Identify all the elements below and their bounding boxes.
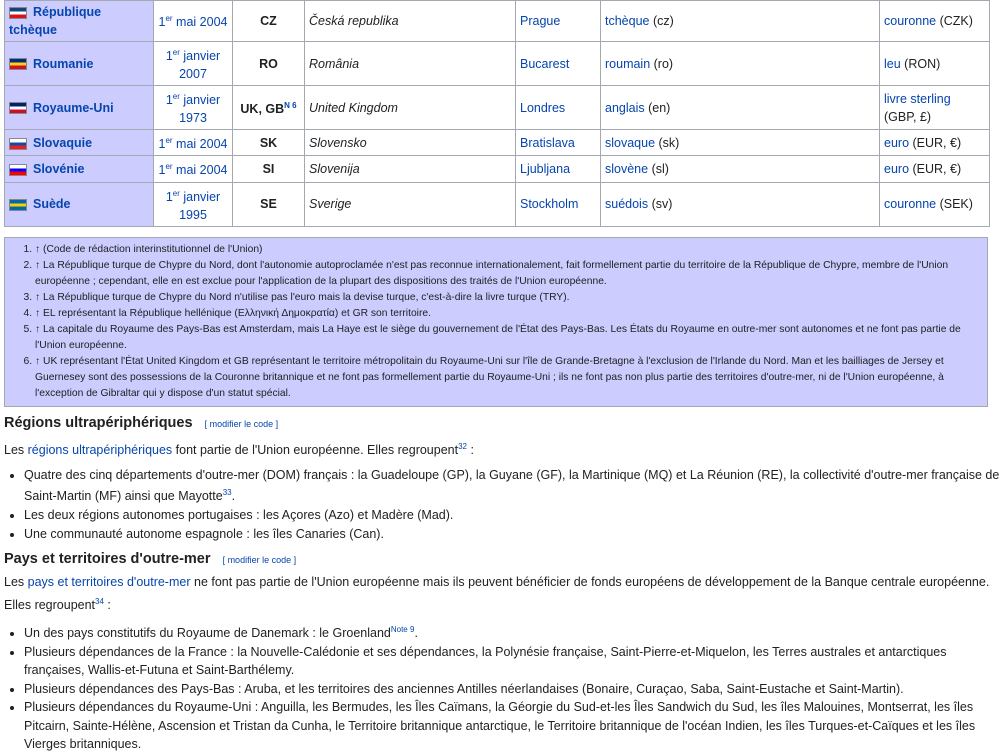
currency-code: (RON) xyxy=(900,56,941,71)
language-code: (sl) xyxy=(648,162,669,177)
accession-date-cell xyxy=(154,182,233,226)
accession-date-cell xyxy=(154,130,233,156)
accession-date-cell xyxy=(154,42,233,86)
overseas-list xyxy=(0,621,1000,754)
list-item: • Une communauté autonome espagnole : les îles Canaries (Can). xyxy=(24,525,1000,544)
capital-link[interactable]: Bucarest xyxy=(520,56,570,71)
intro-text: Les xyxy=(4,442,28,457)
language-link[interactable]: anglais xyxy=(605,100,645,115)
notes-list xyxy=(5,242,987,402)
language-code: (en) xyxy=(644,100,671,115)
reference-link[interactable]: Note 9 xyxy=(390,625,415,635)
language-cell xyxy=(601,182,880,226)
date-day[interactable]: 1 xyxy=(158,15,166,30)
date-day[interactable]: 1 xyxy=(165,189,173,204)
language-link[interactable]: roumain xyxy=(605,56,651,71)
note-item: 4. ↑ EL représentant la République hellénique (Ελληνική Δημοκρατία) et GR son territoire. xyxy=(35,306,987,322)
currency-link[interactable]: couronne xyxy=(884,14,937,28)
date-sup[interactable]: er xyxy=(172,92,180,102)
country-link[interactable]: République tchèque xyxy=(9,5,102,37)
date-sup[interactable]: er xyxy=(165,136,173,146)
language-cell xyxy=(601,42,880,86)
country-link[interactable]: Slovaquie xyxy=(33,135,93,150)
section-title-ultraperipheral xyxy=(4,415,1000,431)
table-row xyxy=(5,156,990,182)
capital-link[interactable]: Bratislava xyxy=(520,135,575,150)
country-link[interactable]: Royaume-Uni xyxy=(33,100,114,115)
currency-cell xyxy=(880,182,990,226)
native-name-cell: United Kingdom xyxy=(305,86,516,130)
table-row xyxy=(5,182,990,226)
table-row xyxy=(5,130,990,156)
language-code: (ro) xyxy=(650,56,674,71)
flag-icon xyxy=(9,199,27,211)
member-states-table xyxy=(4,0,990,227)
capital-cell xyxy=(516,42,601,86)
capital-link[interactable]: Londres xyxy=(520,100,566,115)
language-cell xyxy=(601,156,880,182)
capital-link[interactable]: Ljubljana xyxy=(520,162,571,177)
language-code: (sk) xyxy=(655,135,680,150)
table-row xyxy=(5,1,990,42)
list-item: • Les deux régions autonomes portugaises : les Açores (Azo) et Madère (Mad). xyxy=(24,506,1000,525)
currency-link[interactable]: livre sterling xyxy=(884,91,951,106)
capital-cell xyxy=(516,86,601,130)
native-name-cell: Slovenija xyxy=(305,156,516,182)
capital-cell xyxy=(516,130,601,156)
currency-code: (EUR, €) xyxy=(909,135,962,150)
language-link[interactable]: slovaque xyxy=(605,135,656,150)
list-item: • Plusieurs dépendances des Pays-Bas : Aruba, et les territoires des anciennes Antilles néerlandaises (Bonaire, Curaçao, Saba, Saint-Eustache et Saint-Martin). xyxy=(24,680,1000,699)
note-item: 3. ↑ La République turque de Chypre du Nord n'utilise pas l'euro mais la devise turque, c'est-à-dire la livre turque (TRY). xyxy=(35,290,987,306)
date-sup[interactable]: er xyxy=(172,48,180,57)
currency-cell xyxy=(880,156,990,182)
country-code-cell: RO xyxy=(233,42,305,86)
native-name-cell: Sverige xyxy=(305,182,516,226)
notes-box xyxy=(4,237,988,407)
currency-link[interactable]: euro xyxy=(884,162,910,177)
language-link[interactable]: tchèque xyxy=(605,14,650,28)
language-cell xyxy=(601,130,880,156)
ultraperipheral-link[interactable]: régions ultrapériphériques xyxy=(27,442,173,457)
country-code-cell: SK xyxy=(233,130,305,156)
currency-cell xyxy=(880,42,990,86)
flag-icon xyxy=(9,102,27,114)
currency-code: (CZK) xyxy=(936,14,973,28)
language-code: (sv) xyxy=(648,197,673,212)
accession-date-cell xyxy=(154,1,233,42)
currency-link[interactable]: couronne xyxy=(884,197,937,212)
flag-icon xyxy=(9,164,27,176)
intro-text: : xyxy=(467,442,474,457)
date-day[interactable]: 1 xyxy=(158,163,166,178)
table-row xyxy=(5,86,990,130)
list-item: • Plusieurs dépendances du Royaume-Uni : Anguilla, les Bermudes, les Îles Caïmans, la Géorgie du Sud-et-les Îles Sandwich du Sud, les îles Malouines, Montserrat, les îles Pitcairn, Sainte-Hélène, Ascension et Tristan da Cunha, le Territoire britannique antarctique, le Territoire britannique de l'océan Indien, les îles Turques-et-Caïques et les îles Vierges britanniques. xyxy=(24,698,1000,754)
note-item: 2. ↑ La République turque de Chypre du Nord, dont l'autonomie autoproclamée n'est pas reconnue internationalement, fait formellement partie du territoire de la République de Chypre, membre de l'Union européenne ; cependant, elle en est exclue pour l'application de la plupart des dispositions des traités de l'Union européenne. xyxy=(35,258,987,290)
currency-cell xyxy=(880,130,990,156)
currency-cell xyxy=(880,86,990,130)
language-code: (cz) xyxy=(649,14,674,28)
country-link[interactable]: Slovénie xyxy=(33,162,85,177)
currency-code: (SEK) xyxy=(936,197,973,212)
capital-link[interactable]: Stockholm xyxy=(520,197,579,212)
date-rest[interactable]: mai 2004 xyxy=(172,137,228,152)
language-link[interactable]: suédois xyxy=(605,197,649,212)
date-rest[interactable]: mai 2004 xyxy=(172,15,228,30)
section-intro xyxy=(4,573,1000,615)
capital-link[interactable]: Prague xyxy=(520,14,561,28)
country-cell xyxy=(5,1,154,42)
list-item: • Un des pays constitutifs du Royaume de Danemark : le Groenland$^{Note 9}$. xyxy=(24,621,1000,643)
ultraperipheral-list xyxy=(0,466,1000,543)
date-sup[interactable]: er xyxy=(165,162,173,172)
intro-text: : xyxy=(103,598,111,613)
flag-icon xyxy=(9,58,27,70)
country-code-cell: CZ xyxy=(233,1,305,42)
section-title-overseas xyxy=(4,551,1000,567)
date-day[interactable]: 1 xyxy=(158,137,166,152)
language-link[interactable]: slovène xyxy=(605,162,649,177)
reference-link[interactable]: 33 xyxy=(222,488,232,498)
language-cell xyxy=(601,1,880,42)
section-intro xyxy=(4,437,1000,460)
date-sup[interactable]: er xyxy=(165,14,173,24)
native-name-cell: România xyxy=(305,42,516,86)
native-name-cell: Česká republika xyxy=(305,1,516,42)
table-row xyxy=(5,42,990,86)
intro-text: Les xyxy=(4,575,28,590)
note-item: 6. ↑ UK représentant l'État United Kingdom et GB représentant le territoire métropolitain du Royaume-Uni sur l'île de Grande-Bretagne à l'exclusion de l'Irlande du Nord. Man et les bailliages de Jersey et Guernesey sont des possessions de la Couronne britannique et ne font pas formellement partie du Royaume-Uni ; ils ne font pas non plus partie des territoires d'outre-mer, ni de l'Union européenne, à l'exception de Gibraltar qui y dispose d'un statut spécial. xyxy=(35,354,987,402)
date-rest[interactable]: mai 2004 xyxy=(172,163,228,178)
currency-link[interactable]: leu xyxy=(884,56,901,71)
capital-cell xyxy=(516,156,601,182)
country-code-cell: UK, $GB^{N 6}$ xyxy=(233,86,305,130)
currency-code: (EUR, €) xyxy=(909,162,962,177)
country-cell xyxy=(5,130,154,156)
reference-link[interactable]: 32 xyxy=(458,441,467,451)
date-rest[interactable]: janvier 1995 xyxy=(179,189,221,222)
date-day[interactable]: 1 xyxy=(165,93,173,108)
date-sup[interactable]: er xyxy=(172,188,180,198)
country-cell xyxy=(5,42,154,86)
currency-cell xyxy=(880,1,990,42)
country-cell xyxy=(5,86,154,130)
reference-link[interactable]: 34 xyxy=(95,597,104,607)
section-heading: Régions ultrapériphériques xyxy=(4,414,193,431)
edit-section-link[interactable]: [ modifier le code ] xyxy=(222,555,297,566)
country-link[interactable]: Suède xyxy=(33,197,71,212)
country-code-cell: SE xyxy=(233,182,305,226)
date-rest[interactable]: janvier 2007 xyxy=(179,49,221,82)
capital-cell xyxy=(516,1,601,42)
overseas-link[interactable]: pays et territoires d'outre-mer xyxy=(27,575,191,590)
flag-icon xyxy=(9,138,27,150)
intro-text: font partie de l'Union européenne. Elles regroupent xyxy=(172,442,459,457)
accession-date-cell xyxy=(154,86,233,130)
date-rest[interactable]: janvier 1973 xyxy=(179,93,221,126)
flag-icon xyxy=(9,7,27,19)
note-item: 1. ↑ (Code de rédaction interinstitutionnel de l'Union) xyxy=(35,242,987,258)
section-heading: Pays et territoires d'outre-mer xyxy=(4,551,211,568)
country-link[interactable]: Roumanie xyxy=(33,56,94,71)
list-item: • Quatre des cinq départements d'outre-mer (DOM) français : la Guadeloupe (GP), la Guyane (GF), la Martinique (MQ) et La Réunion (RE), la collectivité d'outre-mer française de Saint-Martin (MF) ainsi que Mayotte$^{33}$. xyxy=(24,466,1000,506)
date-day[interactable]: 1 xyxy=(165,49,173,64)
country-cell xyxy=(5,156,154,182)
list-item: • Plusieurs dépendances de la France : la Nouvelle-Calédonie et ses dépendances, la Polynésie française, Saint-Pierre-et-Miquelon, les Terres australes et antarctiques françaises, Wallis-et-Futuna et Saint-Barthélemy. xyxy=(24,643,1000,680)
note-ref[interactable]: N 6 xyxy=(284,101,297,111)
currency-link[interactable]: euro xyxy=(884,135,910,150)
note-item: 5. ↑ La capitale du Royaume des Pays-Bas est Amsterdam, mais La Haye est le siège du gouvernement de l'État des Pays-Bas. Les États du Royaume en outre-mer sont autonomes et ne font pas partie de l'Union européenne. xyxy=(35,322,987,354)
accession-date-cell xyxy=(154,156,233,182)
capital-cell xyxy=(516,182,601,226)
language-cell xyxy=(601,86,880,130)
intro-text: ne font pas partie de l'Union européenne mais ils peuvent bénéficier de fonds européens de développement de la Banque centrale européenne. Elles regroupent xyxy=(4,575,990,613)
native-name-cell: Slovensko xyxy=(305,130,516,156)
edit-section-link[interactable]: [ modifier le code ] xyxy=(204,418,279,429)
country-code-cell: SI xyxy=(233,156,305,182)
country-cell xyxy=(5,182,154,226)
currency-code: (GBP, £) xyxy=(884,109,932,124)
